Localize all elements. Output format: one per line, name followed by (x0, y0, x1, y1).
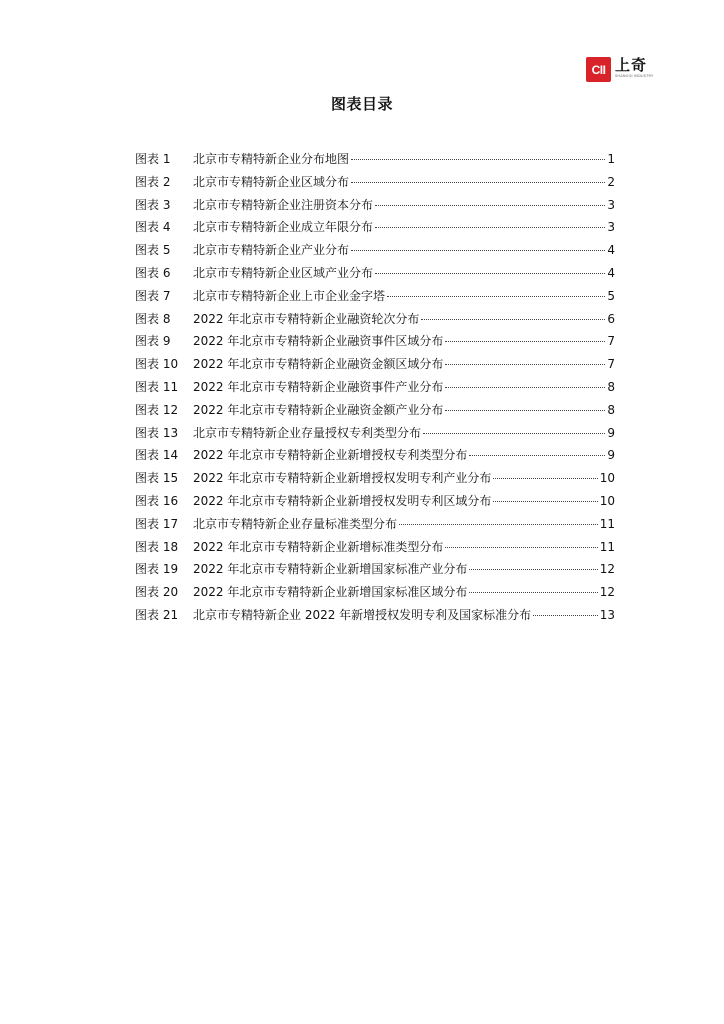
toc-entry[interactable] (135, 446, 615, 469)
toc-dot-leader (375, 205, 605, 206)
logo-text (615, 57, 653, 79)
toc-dot-leader (399, 524, 598, 525)
toc-entry-page: 1 (607, 152, 615, 166)
toc-entry-page: 11 (599, 516, 615, 531)
toc-entry-title: 2022 年北京市专精特新企业融资金额区域分布 (193, 357, 444, 372)
toc-entry-title: 2022 年北京市专精特新企业新增国家标准区域分布 (193, 585, 468, 600)
toc-dot-leader (469, 569, 597, 570)
toc-entry-page: 10 (599, 471, 615, 486)
toc-entry-title: 2022 年北京市专精特新企业新增授权发明专利区域分布 (193, 493, 492, 508)
toc-entry-title: 北京市专精特新企业 2022 年新增授权发明专利及国家标准分布 (193, 607, 532, 622)
toc-entry[interactable] (135, 378, 615, 401)
toc-entry[interactable] (135, 150, 615, 173)
toc-entry-title: 北京市专精特新企业存量标准类型分布 (193, 516, 398, 531)
toc-entry-title: 2022 年北京市专精特新企业新增授权专利类型分布 (193, 448, 468, 463)
toc-entry[interactable] (135, 196, 615, 219)
toc-entry-title: 2022 年北京市专精特新企业新增标准类型分布 (193, 539, 444, 554)
toc-entry-page: 5 (607, 288, 615, 303)
toc-entry-page: 3 (607, 197, 615, 212)
toc-entry-number: 图表 8 (135, 311, 171, 326)
toc-entry-page: 7 (607, 357, 615, 372)
toc-entry-number: 图表 6 (135, 265, 171, 280)
toc-dot-leader (375, 227, 605, 228)
toc-entry[interactable] (135, 332, 615, 355)
toc-entry[interactable] (135, 583, 615, 606)
toc-dot-leader (421, 319, 605, 320)
toc-entry[interactable] (135, 492, 615, 515)
toc-dot-leader (445, 410, 605, 411)
logo-subtitle: SHANGQI INDUSTRY (615, 74, 654, 78)
toc-entry-title: 2022 年北京市专精特新企业融资轮次分布 (193, 311, 420, 326)
toc-entry-number: 图表 13 (135, 425, 179, 440)
toc-entry-page: 2 (607, 174, 615, 189)
toc-entry-page: 4 (607, 243, 615, 258)
toc-entry-title: 北京市专精特新企业产业分布 (193, 243, 350, 258)
toc-entry-number: 图表 19 (135, 562, 179, 577)
toc-entry-number: 图表 4 (135, 220, 171, 235)
table-of-contents (135, 150, 615, 629)
toc-entry-number: 图表 18 (135, 539, 179, 554)
toc-dot-leader (387, 296, 605, 297)
toc-entry-page: 6 (607, 311, 615, 326)
toc-entry-page: 13 (599, 607, 615, 622)
toc-entry-number: 图表 15 (135, 471, 179, 486)
toc-entry-page: 4 (607, 265, 615, 280)
toc-entry-title: 2022 年北京市专精特新企业融资金额产业分布 (193, 402, 444, 417)
toc-entry-page: 11 (599, 539, 615, 554)
toc-entry-page: 8 (607, 402, 615, 417)
toc-entry-number: 图表 14 (135, 448, 179, 463)
toc-entry-title: 北京市专精特新企业存量授权专利类型分布 (193, 425, 422, 440)
toc-entry[interactable] (135, 515, 615, 538)
toc-entry[interactable] (135, 173, 615, 196)
toc-entry[interactable] (135, 287, 615, 310)
toc-entry-page: 8 (607, 379, 615, 394)
toc-entry-number: 图表 20 (135, 585, 179, 600)
toc-entry-page: 12 (599, 562, 615, 577)
toc-entry-page: 9 (607, 425, 615, 440)
logo-name: 上奇 (615, 56, 648, 74)
toc-entry[interactable] (135, 218, 615, 241)
toc-entry-page: 12 (599, 585, 615, 600)
toc-entry-page: 7 (607, 334, 615, 349)
toc-entry-title: 2022 年北京市专精特新企业新增国家标准产业分布 (193, 562, 468, 577)
toc-entry[interactable] (135, 401, 615, 424)
toc-entry-title: 2022 年北京市专精特新企业新增授权发明专利产业分布 (193, 471, 492, 486)
toc-entry[interactable] (135, 241, 615, 264)
toc-entry-title: 北京市专精特新企业分布地图 (193, 152, 350, 166)
toc-entry-title: 北京市专精特新企业成立年限分布 (193, 220, 374, 235)
toc-dot-leader (469, 592, 597, 593)
toc-dot-leader (423, 433, 605, 434)
toc-dot-leader (445, 341, 605, 342)
toc-entry-number: 图表 12 (135, 402, 179, 417)
toc-entry[interactable] (135, 469, 615, 492)
toc-dot-leader (445, 364, 605, 365)
logo-mark-icon: CII (586, 57, 611, 82)
toc-entry-title: 2022 年北京市专精特新企业融资事件区域分布 (193, 334, 444, 349)
toc-dot-leader (533, 615, 598, 616)
toc-dot-leader (351, 182, 605, 183)
toc-entry-number: 图表 17 (135, 516, 179, 531)
toc-entry-page: 10 (599, 493, 615, 508)
toc-dot-leader (351, 250, 605, 251)
toc-dot-leader (445, 387, 605, 388)
toc-entry-title: 北京市专精特新企业区域产业分布 (193, 265, 374, 280)
toc-dot-leader (493, 478, 597, 479)
toc-entry-number: 图表 1 (135, 152, 171, 166)
page-title: 图表目录 (330, 95, 393, 113)
toc-dot-leader (445, 547, 597, 548)
toc-entry[interactable] (135, 560, 615, 583)
toc-entry[interactable] (135, 606, 615, 629)
toc-dot-leader (375, 273, 605, 274)
toc-dot-leader (493, 501, 597, 502)
toc-entry-title: 北京市专精特新企业区域分布 (193, 174, 350, 189)
company-logo (586, 57, 653, 82)
toc-entry-number: 图表 7 (135, 288, 171, 303)
toc-entry-title: 北京市专精特新企业注册资本分布 (193, 197, 374, 212)
toc-entry-number: 图表 10 (135, 357, 179, 372)
toc-entry-number: 图表 11 (135, 379, 179, 394)
toc-entry-page: 9 (607, 448, 615, 463)
toc-entry[interactable] (135, 424, 615, 447)
toc-entry-number: 图表 3 (135, 197, 171, 212)
toc-entry-number: 图表 16 (135, 493, 179, 508)
toc-dot-leader (469, 455, 605, 456)
toc-entry[interactable] (135, 538, 615, 561)
toc-entry-title: 北京市专精特新企业上市企业金字塔 (193, 288, 386, 303)
toc-entry[interactable] (135, 310, 615, 333)
toc-entry-title: 2022 年北京市专精特新企业融资事件产业分布 (193, 379, 444, 394)
toc-entry[interactable] (135, 355, 615, 378)
toc-entry-number: 图表 21 (135, 607, 179, 622)
toc-entry-number: 图表 5 (135, 243, 171, 258)
toc-entry-number: 图表 2 (135, 174, 171, 189)
toc-entry-number: 图表 9 (135, 334, 171, 349)
toc-entry-page: 3 (607, 220, 615, 235)
toc-entry[interactable] (135, 264, 615, 287)
toc-dot-leader (351, 159, 605, 160)
